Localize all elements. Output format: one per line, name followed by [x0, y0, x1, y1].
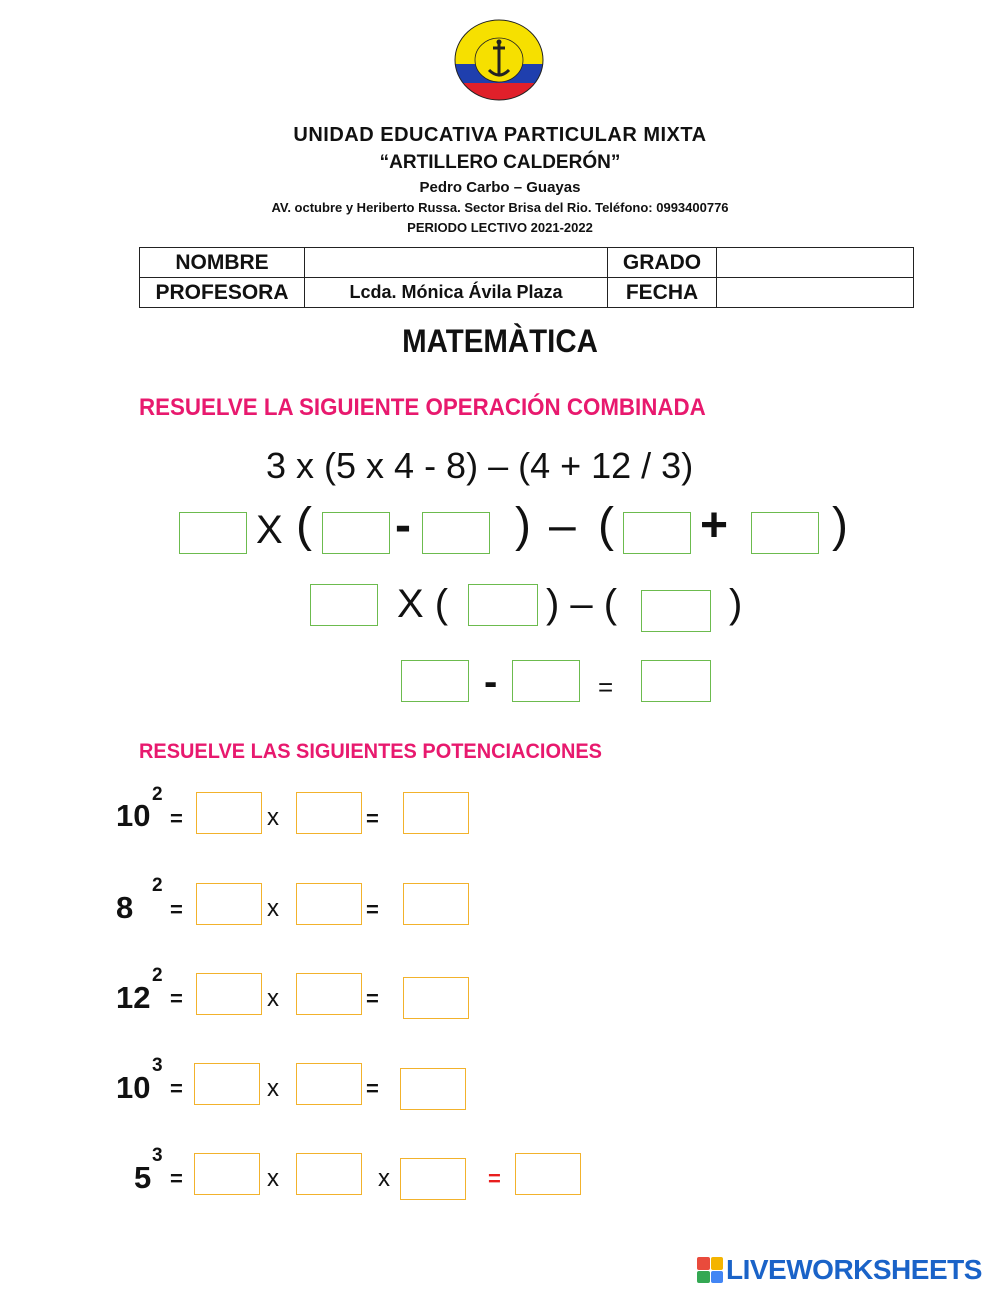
power-exponent: 3 [152, 1055, 163, 1076]
answer-box[interactable] [296, 792, 362, 834]
answer-box[interactable] [641, 660, 711, 702]
answer-box[interactable] [515, 1153, 581, 1195]
liveworksheets-icon [697, 1257, 723, 1283]
teacher-label: PROFESORA [140, 278, 305, 308]
equals-sign: = [598, 672, 614, 702]
times-sign: x [267, 804, 279, 831]
answer-box[interactable] [194, 1153, 260, 1195]
date-label: FECHA [608, 278, 717, 308]
times-sign: x [267, 895, 279, 922]
times-sign: x [267, 985, 279, 1012]
mid-paren: ) – ( [546, 582, 618, 626]
equals-sign: = [170, 986, 183, 1011]
power-base: 10 [116, 798, 151, 833]
answer-box[interactable] [512, 660, 580, 702]
school-subname: “ARTILLERO CALDERÓN” [379, 152, 621, 173]
combined-expression: 3 x (5 x 4 - 8) – (4 + 12 / 3) [266, 445, 694, 486]
school-period: PERIODO LECTIVO 2021-2022 [407, 220, 593, 235]
times-sign: x [267, 1075, 279, 1102]
school-address: AV. octubre y Heriberto Russa. Sector Brisa del Rio. Teléfono: 0993400776 [271, 200, 729, 215]
answer-box[interactable] [179, 512, 247, 554]
answer-box[interactable] [296, 1153, 362, 1195]
answer-box[interactable] [623, 512, 691, 554]
open-paren: ( [296, 499, 312, 552]
plus-sign: + [700, 499, 729, 552]
subject-title: MATEMÀTICA [402, 323, 598, 359]
equals-sign: = [170, 806, 183, 831]
equals-sign: = [170, 897, 183, 922]
dash-sign: – [549, 499, 576, 552]
answer-box[interactable] [196, 973, 262, 1015]
school-place: Pedro Carbo – Guayas [419, 179, 581, 196]
equals-sign: = [170, 1166, 183, 1191]
answer-box[interactable] [194, 1063, 260, 1105]
equals-sign: = [366, 1076, 379, 1101]
name-label: NOMBRE [140, 248, 305, 278]
times-paren: X ( [397, 582, 449, 626]
answer-box[interactable] [196, 883, 262, 925]
open-paren: ( [598, 499, 614, 552]
answer-box[interactable] [310, 584, 378, 626]
answer-box[interactable] [296, 1063, 362, 1105]
minus-sign: - [395, 499, 411, 552]
power-exponent: 2 [152, 965, 163, 986]
answer-box[interactable] [196, 792, 262, 834]
answer-box[interactable] [401, 660, 469, 702]
power-base: 10 [116, 1070, 151, 1105]
times-sign: x [267, 1165, 279, 1192]
times-sign: X [256, 508, 283, 552]
power-exponent: 2 [152, 784, 163, 805]
power-exponent: 2 [152, 875, 163, 896]
answer-box[interactable] [403, 792, 469, 834]
answer-box[interactable] [468, 584, 538, 626]
power-exponent: 3 [152, 1145, 163, 1166]
name-field[interactable] [305, 248, 608, 278]
equals-sign: = [170, 1076, 183, 1101]
grade-field[interactable] [717, 248, 914, 278]
close-paren: ) [515, 499, 531, 552]
equals-sign: = [488, 1166, 501, 1191]
student-info-table [139, 247, 914, 308]
powers-instruction: RESUELVE LAS SIGUIENTES POTENCIACIONES [139, 740, 602, 763]
answer-box[interactable] [322, 512, 390, 554]
combined-operation-instruction: RESUELVE LA SIGUIENTE OPERACIÓN COMBINADA [139, 394, 706, 421]
power-base: 8 [116, 890, 134, 925]
answer-box[interactable] [296, 883, 362, 925]
answer-box[interactable] [403, 977, 469, 1019]
equals-sign: = [366, 986, 379, 1011]
grade-label: GRADO [608, 248, 717, 278]
equals-sign: = [366, 897, 379, 922]
date-field[interactable] [717, 278, 914, 308]
answer-box[interactable] [422, 512, 490, 554]
answer-box[interactable] [751, 512, 819, 554]
answer-box[interactable] [400, 1158, 466, 1200]
minus-sign: - [484, 660, 498, 704]
power-base: 5 [134, 1160, 152, 1195]
answer-box[interactable] [403, 883, 469, 925]
liveworksheets-brand [697, 1255, 982, 1285]
close-paren: ) [832, 499, 848, 552]
brand-text: LIVEWORKSHEETS [726, 1254, 982, 1285]
school-name: UNIDAD EDUCATIVA PARTICULAR MIXTA [293, 124, 707, 146]
close-paren: ) [729, 582, 743, 626]
school-logo [453, 18, 545, 102]
power-base: 12 [116, 980, 151, 1015]
answer-box[interactable] [641, 590, 711, 632]
answer-box[interactable] [400, 1068, 466, 1110]
times-sign: x [378, 1165, 390, 1192]
teacher-value: Lcda. Mónica Ávila Plaza [305, 278, 608, 308]
equals-sign: = [366, 806, 379, 831]
answer-box[interactable] [296, 973, 362, 1015]
